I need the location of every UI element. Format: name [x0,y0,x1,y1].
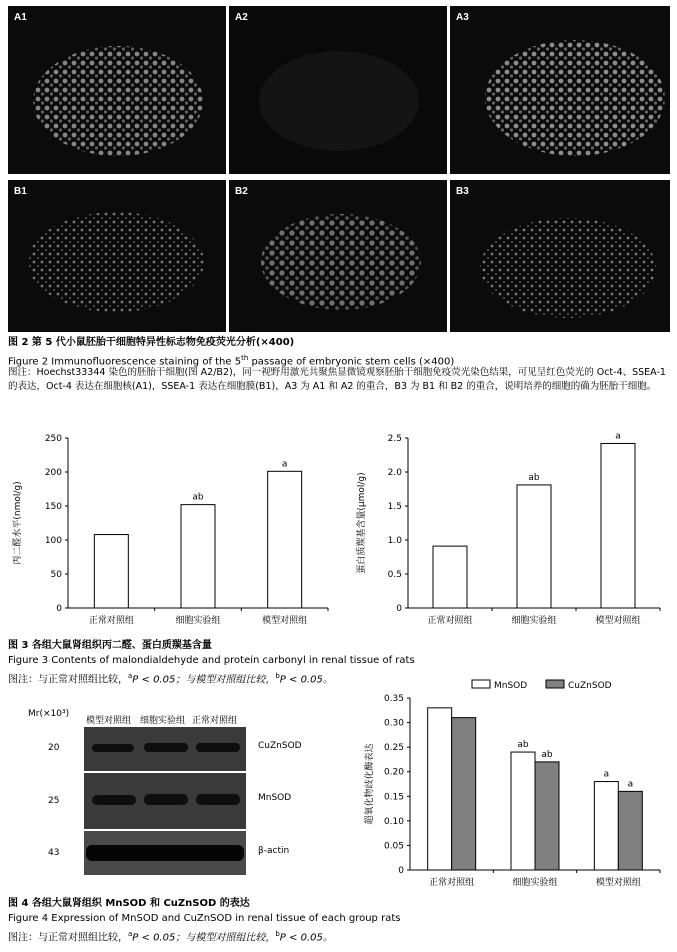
cell-cluster-image [8,6,226,174]
blot-band-name: β-actin [258,846,290,856]
bar [452,718,476,870]
data-label: ab [541,749,553,760]
blot-mr-value: 20 [48,743,60,753]
cell-cluster-image [8,180,226,332]
panel-b3 [450,180,670,332]
data-label: a [627,779,634,790]
figure-4-note [8,927,333,945]
panel-b1 [8,180,226,332]
panel-a1 [8,6,226,174]
y-tick-label: 0.25 [383,743,404,754]
note-sup-a: a [128,672,133,680]
bar [535,762,559,870]
blot-mr-value: 25 [48,796,60,806]
y-axis-label: 丙二醛水平(nmol/g) [13,481,23,565]
cell-cluster-image [450,180,670,332]
x-tick-label: 正常对照组 [88,616,134,624]
bar [428,708,452,870]
panel-a2 [229,6,447,174]
data-label: a [281,459,288,470]
y-tick-label: 0.15 [383,792,404,803]
y-tick-label: 50 [50,570,62,580]
y-tick-label: 0 [396,604,402,614]
blot-band-name: CuZnSOD [258,741,302,751]
y-tick-label: 150 [44,502,62,512]
figure-2-title-sup: th [241,354,249,362]
panel-label: A3 [456,12,469,23]
blot-band [144,743,188,752]
figure-2-title-cn: 图 2 第 5 代小鼠胚胎干细胞特异性标志物免疫荧光分析(×400) [8,337,295,348]
cell-cluster-image [229,6,447,174]
note-text: P < 0.05；与模型对照组比较， [132,932,276,944]
x-tick-label: 模型对照组 [262,616,308,624]
panel-label: B2 [235,186,248,197]
panel-label: A2 [235,12,248,23]
cell-cluster-image [229,180,447,332]
y-tick-label: 0.05 [383,841,404,852]
y-tick-label: 1.5 [387,502,402,512]
blot-strip-cuznsod [84,727,246,771]
note-text: 图注：与正常对照组比较， [8,674,128,686]
blot-column-label: 正常对照组 [192,716,238,726]
figure-3-title-cn: 图 3 各组大鼠肾组织丙二醛、蛋白质羰基含量 [8,640,212,651]
figure-4-title-cn: 图 4 各组大鼠肾组织 MnSOD 和 CuZnSOD 的表达 [8,898,250,909]
blot-band [86,845,244,861]
y-axis-label: 蛋白质羰基含量(μmol/g) [357,472,367,574]
data-label: ab [528,472,540,483]
x-tick-label: 正常对照组 [427,616,473,624]
figure-3-note [8,669,333,687]
bar [601,443,635,608]
blot-column-label: 模型对照组 [86,716,132,726]
note-text: P < 0.05。 [279,932,333,944]
panel-b2 [229,180,447,332]
bar [94,535,128,608]
cell-cluster-image [450,6,670,174]
blot-band [92,744,134,752]
y-tick-label: 100 [44,536,62,546]
legend-label: CuZnSOD [568,681,612,691]
blot-band [196,743,240,752]
y-tick-label: 0.35 [383,694,404,704]
data-label: ab [192,492,204,503]
mr-label: Mr(×10³) [28,709,70,719]
blot-strip-mnsod [84,773,246,829]
bar [594,782,618,870]
blot-strip-actin [84,831,246,875]
figure-2-note: 图注：Hoechst33344 染色的胚胎干细胞(图 A2/B2)，同一视野用激光共聚焦显微镜观察胚胎干细胞免疫荧光染色结果，可见呈红色荧光的 Oct-4、SSEA-1 的表达，Oct-4 表达在细胞核(A1)，SSEA-1 表达在细胞膜(B1)，A3 为 A1 和 A2 的重合，B3 为 B1 和 B2 的重合，说明培养的细胞的确为胚胎干细胞。 [8,367,666,392]
panel-label: B3 [456,186,469,197]
chart-malondialdehyde [8,424,338,624]
note-text: P < 0.05；与模型对照组比较， [132,674,276,686]
bar [618,791,642,870]
panel-a3 [450,6,670,174]
data-label: a [603,769,610,780]
blot-column-label: 细胞实验组 [140,716,186,726]
y-tick-label: 2.5 [387,434,402,444]
y-tick-label: 250 [44,434,62,444]
y-tick-label: 0.10 [383,816,404,827]
bar [511,752,535,870]
note-text: P < 0.05。 [279,674,333,686]
note-sup-b: b [275,930,280,938]
note-text: 图注：与正常对照组比较， [8,932,128,944]
y-tick-label: 1.0 [387,536,402,546]
figure-2-title-en-main: Figure 2 Immunofluorescence staining of the 5 [8,356,242,368]
y-tick-label: 0 [56,604,62,614]
blot-band [92,795,136,805]
x-tick-label: 模型对照组 [595,878,641,888]
data-label: ab [517,740,529,751]
x-tick-label: 细胞实验组 [175,616,221,624]
legend-swatch [546,680,564,688]
x-tick-label: 细胞实验组 [512,878,558,888]
y-axis-label: 超氧化物歧化酶表达 [365,743,375,825]
y-tick-label: 0.30 [383,718,404,729]
legend-swatch [472,680,490,688]
chart-protein-carbonyl [350,424,670,624]
bar [181,505,215,608]
bar [433,546,467,608]
y-tick-label: 0.5 [387,570,402,580]
legend-label: MnSOD [494,681,528,691]
x-tick-label: 细胞实验组 [511,616,557,624]
y-tick-label: 200 [44,468,62,478]
x-tick-label: 模型对照组 [595,616,641,624]
note-sup-a: a [128,930,133,938]
x-tick-label: 正常对照组 [429,878,475,888]
blot-band-name: MnSOD [258,793,292,803]
chart-sod-expression [360,676,672,890]
panel-label: B1 [14,186,27,197]
figure-3-title-en: Figure 3 Contents of malondialdehyde and protein carbonyl in renal tissue of rats [8,655,415,666]
blot-band [144,794,188,805]
data-label: a [615,431,621,442]
note-sup-b: b [275,672,280,680]
figure-4-title-en: Figure 4 Expression of MnSOD and CuZnSOD in renal tissue of each group rats [8,913,401,924]
blot-band [196,794,240,805]
blot-mr-value: 43 [48,848,60,858]
y-tick-label: 0.20 [383,767,404,778]
y-tick-label: 0 [398,866,404,876]
y-tick-label: 2.0 [387,468,402,478]
figure-2-title-en-rest: passage of embryonic stem cells (×400) [248,356,455,368]
bar [268,471,302,608]
panel-label: A1 [14,12,27,23]
bar [517,485,551,608]
